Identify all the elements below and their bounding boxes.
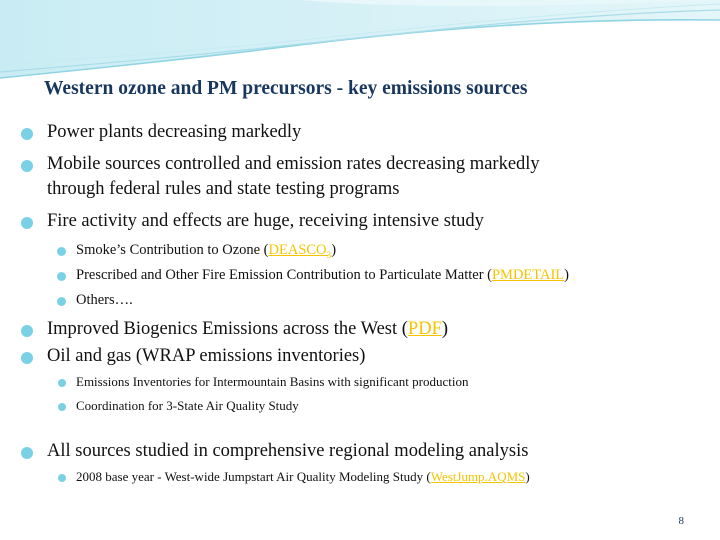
pdf-link[interactable]: PDF — [407, 319, 442, 339]
bullet-text: Power plants decreasing markedly — [47, 122, 302, 142]
bullet-text: All sources studied in comprehensive regional modeling analysis — [47, 441, 529, 461]
bullet-mobile-sources — [47, 154, 540, 175]
bullet-text: Coordination for 3-State Air Quality Study — [76, 398, 299, 413]
bullet-text: Improved Biogenics Emissions across the West ( — [47, 319, 408, 339]
bullet-text: Others…. — [76, 292, 133, 308]
bullet-all-sources — [47, 441, 528, 462]
pmdetail-link[interactable]: PMDETAIL — [491, 267, 565, 283]
bullet-biogenics: Improved Biogenics Emissions across the West (PDF) — [47, 319, 449, 339]
deasco-link[interactable]: $DEASCO_3$ — [268, 242, 332, 261]
bullet-3-state-study — [76, 398, 299, 414]
bullet-fire-activity — [47, 211, 484, 232]
bullet-text: Prescribed and Other Fire Emission Contribution to Particulate Matter ( — [76, 267, 492, 283]
bullet-power-plants — [47, 122, 301, 143]
bullet-text: Emissions Inventories for Intermountain Basins with significant production — [76, 374, 469, 389]
bullet-text: Smoke’s Contribution to Ozone ( — [76, 242, 269, 258]
bullet-text: 2008 base year - West-wide Jumpstart Air Quality Modeling Study ( — [76, 469, 431, 484]
slide-title: Western ozone and PM precursors - key emissions sources — [44, 78, 528, 99]
bullet-others — [76, 292, 133, 309]
bullet-intermountain-basins — [76, 374, 468, 390]
bullet-2008-base-year: 2008 base year - West-wide Jumpstart Air Quality Modeling Study (WestJump.AQMS) — [76, 469, 530, 484]
bullet-mobile-sources-continued: through federal rules and state testing programs — [47, 179, 400, 199]
bullet-oil-gas — [47, 346, 365, 367]
bullet-text: Fire activity and effects are huge, receiving intensive study — [47, 211, 484, 231]
bullet-prescribed-fire: Prescribed and Other Fire Emission Contribution to Particulate Matter (PMDETAIL) — [76, 267, 569, 283]
bullet-text: Oil and gas (WRAP emissions inventories) — [47, 346, 366, 366]
westjump-link[interactable]: WestJump.AQMS — [430, 469, 526, 484]
page-number: 8 — [678, 515, 684, 527]
bullet-smoke-ozone: Smoke’s Contribution to Ozone $(DEASCO_3)$ — [76, 242, 337, 261]
bullet-text: Mobile sources controlled and emission rates decreasing markedly — [47, 154, 540, 174]
